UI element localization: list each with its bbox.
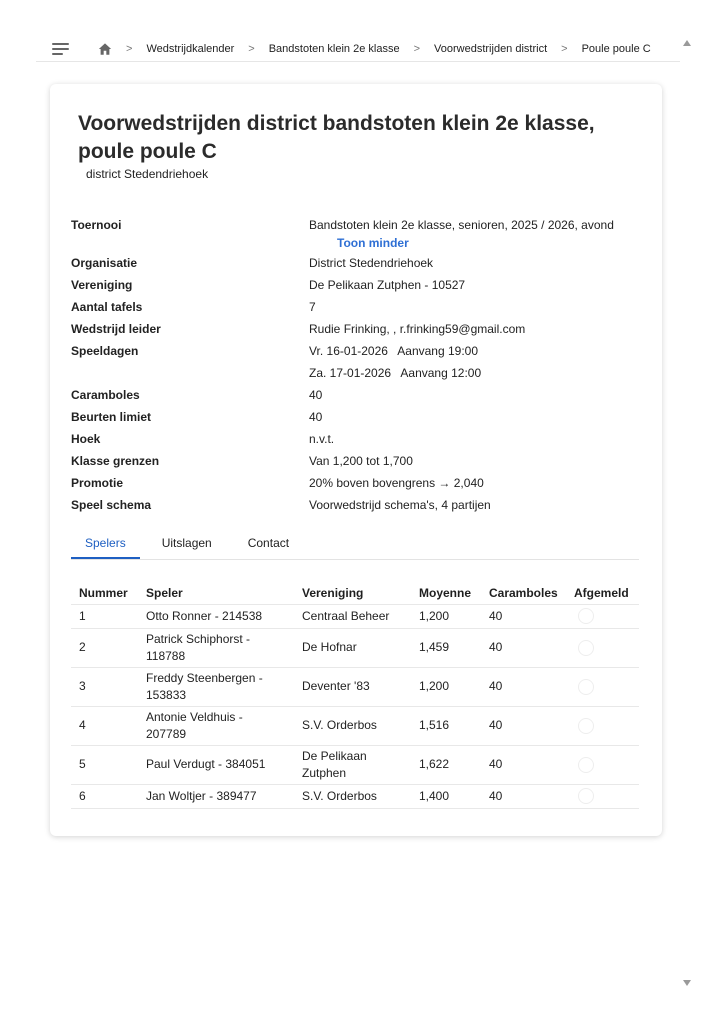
column-header-moyenne: Moyenne [419, 585, 472, 600]
detail-row-tafels [71, 296, 641, 318]
cell-afgemeld [566, 667, 639, 706]
detail-label: Speeldagen [71, 344, 139, 358]
detail-row-hoek [71, 428, 641, 450]
detail-label: Organisatie [71, 256, 138, 270]
chevron-right-icon: > [413, 42, 421, 55]
cell-caramboles: 40 [481, 667, 566, 706]
column-header-speler: Speler [146, 585, 183, 600]
cell-moyenne: 1,516 [411, 706, 481, 745]
cell-caramboles: 40 [481, 628, 566, 667]
detail-row-schema [71, 494, 641, 516]
speeldag: Za. 17-01-2026 Aanvang 12:00 [309, 366, 482, 380]
cell-speler: Jan Woltjer - 389477 [138, 784, 294, 808]
scrollbar[interactable] [680, 32, 694, 992]
cell-afgemeld [566, 745, 639, 784]
detail-label: Klasse grenzen [71, 454, 160, 468]
cell-nummer: 2 [71, 628, 138, 667]
breadcrumb-item-bandstoten[interactable]: Bandstoten klein 2e klasse [268, 42, 400, 55]
cell-afgemeld [566, 784, 639, 808]
detail-value: n.v.t. [309, 432, 335, 446]
cell-caramboles: 40 [481, 706, 566, 745]
detail-value: 7 [309, 300, 316, 314]
speeldag: Vr. 16-01-2026 Aanvang 19:00 [309, 344, 479, 358]
detail-row-leider [71, 318, 641, 340]
table-row [71, 667, 639, 706]
cell-vereniging: S.V. Orderbos [294, 784, 411, 808]
breadcrumb-item-voorwedstrijden[interactable]: Voorwedstrijden district [434, 42, 548, 55]
detail-row-organisatie [71, 252, 641, 274]
detail-label: Aantal tafels [71, 300, 143, 314]
toon-minder-link[interactable]: Toon minder [337, 236, 409, 250]
toernooi-value: Bandstoten klein 2e klasse, senioren, 2025 / 2026, avond [309, 218, 614, 232]
breadcrumb-item-wedstrijdkalender[interactable]: Wedstrijdkalender [146, 42, 235, 55]
cell-nummer: 3 [71, 667, 138, 706]
cell-moyenne: 1,459 [411, 628, 481, 667]
detail-value: 40 [309, 388, 323, 402]
afgemeld-checkbox[interactable] [578, 640, 594, 656]
detail-label: Caramboles [71, 388, 140, 402]
cell-moyenne: 1,200 [411, 667, 481, 706]
cell-speler: Freddy Steenbergen - 153833 [138, 667, 294, 706]
tab-uitslagen[interactable]: Uitslagen [161, 536, 212, 550]
page-subtitle: district Stedendriehoek [86, 167, 209, 181]
detail-value: Van 1,200 tot 1,700 [309, 454, 413, 468]
scroll-down-icon[interactable] [683, 980, 691, 986]
table-row [71, 784, 639, 808]
cell-caramboles: 40 [481, 784, 566, 808]
home-icon[interactable] [98, 42, 112, 56]
detail-value: De Pelikaan Zutphen - 10527 [309, 278, 466, 292]
cell-afgemeld [566, 628, 639, 667]
column-header-nummer: Nummer [79, 585, 128, 600]
cell-afgemeld [566, 604, 639, 628]
tab-bar [71, 532, 639, 560]
cell-vereniging: De Pelikaan Zutphen [294, 745, 411, 784]
afgemeld-checkbox[interactable] [578, 679, 594, 695]
detail-label: Vereniging [71, 278, 133, 292]
cell-speler: Patrick Schiphorst - 118788 [138, 628, 294, 667]
content-card [50, 84, 662, 836]
column-header-caramboles: Caramboles [489, 585, 558, 600]
detail-label: Hoek [71, 432, 101, 446]
cell-afgemeld [566, 706, 639, 745]
hamburger-menu-icon[interactable] [52, 41, 74, 57]
detail-value [309, 214, 641, 252]
chevron-right-icon: > [248, 42, 255, 55]
column-header-afgemeld: Afgemeld [574, 585, 629, 600]
cell-speler: Paul Verdugt - 384051 [138, 745, 294, 784]
detail-value: District Stedendriehoek [309, 256, 434, 270]
cell-caramboles: 40 [481, 745, 566, 784]
cell-caramboles: 40 [481, 604, 566, 628]
tab-spelers[interactable]: Spelers [71, 532, 140, 559]
detail-label: Toernooi [71, 218, 122, 232]
cell-nummer: 5 [71, 745, 138, 784]
cell-moyenne: 1,400 [411, 784, 481, 808]
chevron-right-icon: > [126, 42, 133, 55]
cell-vereniging: S.V. Orderbos [294, 706, 411, 745]
cell-speler: Antonie Veldhuis - 207789 [138, 706, 294, 745]
tab-contact[interactable]: Contact [247, 536, 290, 550]
detail-row-beurten [71, 406, 641, 428]
detail-value [309, 340, 641, 384]
detail-row-caramboles [71, 384, 641, 406]
cell-moyenne: 1,200 [411, 604, 481, 628]
page-title: Voorwedstrijden district bandstoten klein 2e klasse, poule poule C [78, 112, 595, 163]
table-header-row [71, 582, 639, 604]
table-row [71, 745, 639, 784]
afgemeld-checkbox[interactable] [578, 788, 594, 804]
detail-value: Rudie Frinking, , r.frinking59@gmail.com [309, 322, 526, 336]
cell-vereniging: Deventer '83 [294, 667, 411, 706]
cell-vereniging: Centraal Beheer [294, 604, 411, 628]
detail-value: 40 [309, 410, 323, 424]
cell-vereniging: De Hofnar [294, 628, 411, 667]
table-row [71, 628, 639, 667]
detail-label: Promotie [71, 476, 124, 490]
detail-row-promotie [71, 472, 641, 494]
cell-nummer: 6 [71, 784, 138, 808]
detail-value: 20% boven bovengrens → 2,040 [309, 476, 484, 490]
top-bar [36, 36, 680, 62]
detail-label: Beurten limiet [71, 410, 152, 424]
detail-row-vereniging [71, 274, 641, 296]
detail-row-klasse [71, 450, 641, 472]
players-table [71, 582, 639, 809]
breadcrumb [90, 42, 651, 56]
tournament-details [71, 214, 641, 516]
scroll-up-icon[interactable] [683, 40, 691, 46]
cell-nummer: 1 [71, 604, 138, 628]
table-row [71, 706, 639, 745]
afgemeld-checkbox[interactable] [578, 608, 594, 624]
cell-moyenne: 1,622 [411, 745, 481, 784]
afgemeld-checkbox[interactable] [578, 757, 594, 773]
detail-label: Wedstrijd leider [71, 322, 161, 336]
table-row [71, 604, 639, 628]
column-header-vereniging: Vereniging [302, 585, 364, 600]
detail-row-toernooi [71, 214, 641, 252]
breadcrumb-item-poule[interactable]: Poule poule C [581, 42, 651, 55]
afgemeld-checkbox[interactable] [578, 718, 594, 734]
detail-label: Speel schema [71, 498, 152, 512]
detail-value: Voorwedstrijd schema's, 4 partijen [309, 498, 491, 512]
chevron-right-icon: > [561, 42, 568, 55]
cell-speler: Otto Ronner - 214538 [138, 604, 294, 628]
cell-nummer: 4 [71, 706, 138, 745]
detail-row-speeldagen [71, 340, 641, 384]
